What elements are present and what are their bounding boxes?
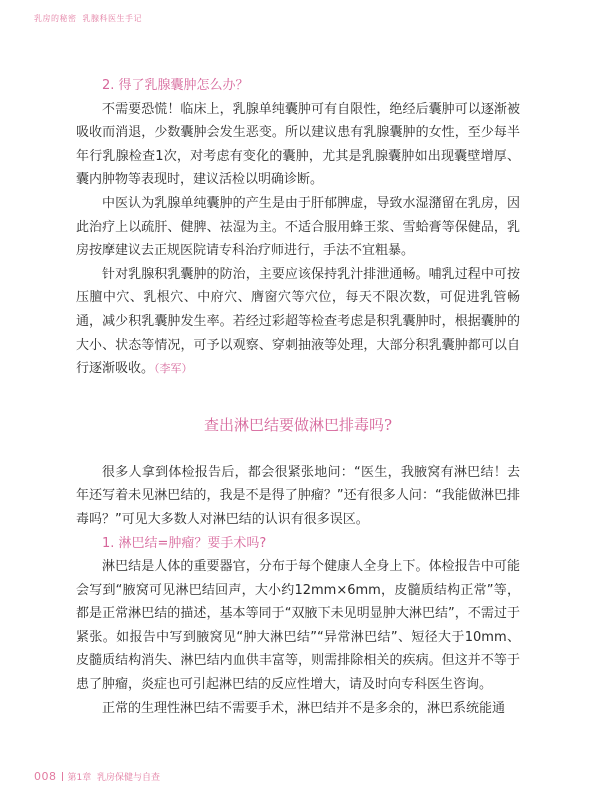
section-title: 查出淋巴结要做淋巴排毒吗? <box>203 415 393 434</box>
author-credit: （李军） <box>154 362 193 376</box>
section1-subhead: 2. 得了乳腺囊肿怎么办？ <box>102 78 249 93</box>
paragraph: 不需要恐慌！临床上，乳腺单纯囊肿可有自限性，绝经后囊肿可以逐渐被吸收而消退，少数囊肿会发生恶变。所以建议患有乳腺囊肿的女性，至少每半年行乳腺检查1次，对考虑有变化的囊肿，尤其是乳腺囊肿如出现囊壁增厚、囊内肿物等表现时，建议活检以明确诊断。 <box>76 101 520 188</box>
running-head <box>34 13 142 24</box>
book-series: 乳房的秘密 <box>34 14 77 23</box>
paragraph: 很多人拿到体检报告后，都会很紧张地问：“医生，我腋窝有淋巴结！去年还写着未见淋巴结的，我是不是得了肿瘤？”还有很多人问：“我能做淋巴排毒吗？”可见大多数人对淋巴结的认识有很多误区。 <box>76 464 520 527</box>
paragraph: 正常的生理性淋巴结不需要手术，淋巴结并不是多余的，淋巴系统能通 <box>102 700 506 716</box>
paragraph-text: 针对乳腺积乳囊肿的防治，主要应该保持乳汁排泄通畅。哺乳过程中可按压膻中穴、乳根穴、中府穴、膺窗穴等穴位，每天不限次数，可促进乳管畅通，减少积乳囊肿发生率。若经过彩超等检查考虑是积乳囊肿时，根据囊肿的大小、状态等情况，可予以观察、穿刺抽液等处理，大部分积乳囊肿都可以自行逐渐吸收。 <box>76 266 520 377</box>
paragraph-with-author <box>76 263 520 381</box>
footer-divider <box>62 772 63 781</box>
section2-subhead: 1. 淋巴结=肿瘤？要手术吗? <box>102 535 267 551</box>
chapter-title: 乳房保健与自查 <box>96 773 160 783</box>
main-content <box>76 74 520 720</box>
paragraph: 淋巴结是人体的重要器官，分布于每个健康人全身上下。体检报告中可能会写到“腋窝可见淋巴结回声，大小约12mm×6mm，皮髓质结构正常”等，都是正常淋巴结的描述，基本等同于“双腋下未见明显肿大淋巴结”，不需过于紧张。如报告中写到腋窝见“肿大淋巴结”“异常淋巴结”、短径大于10mm、皮髓质结构消失、淋巴结内血供丰富等，则需排除相关的疾病。但这并不等于患了肿瘤，炎症也可引起淋巴结的反应性增大，请及时向专科医生咨询。 <box>76 559 520 693</box>
page-number: 008 <box>34 770 57 783</box>
chapter-label: 第1章 <box>67 773 92 783</box>
page-footer <box>34 770 160 783</box>
paragraph: 中医认为乳腺单纯囊肿的产生是由于肝郁脾虚，导致水湿潴留在乳房，因此治疗上以疏肝、健脾、祛湿为主。不适合服用蜂王浆、雪蛤膏等保健品，乳房按摩建议去正规医院请专科治疗师进行，手法不宜粗暴。 <box>76 195 520 259</box>
book-subtitle: 乳腺科医生手记 <box>82 14 142 23</box>
